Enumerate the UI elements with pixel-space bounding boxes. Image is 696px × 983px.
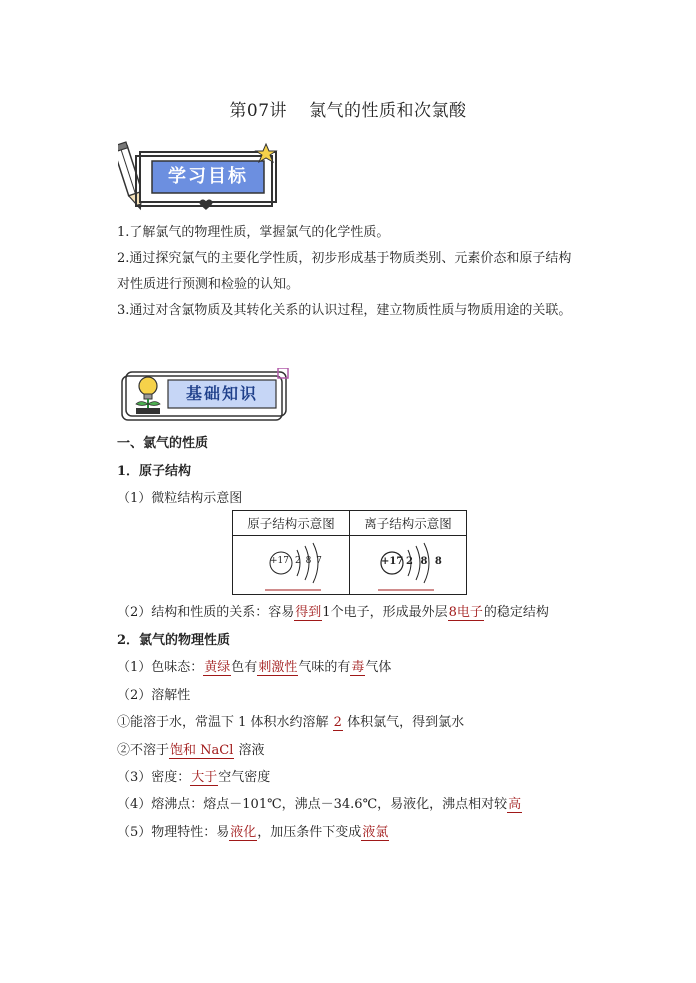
relation-line: （2）结构和性质的关系：容易得到1个电子，形成最外层8电子的稳定结构 bbox=[117, 605, 549, 620]
answer-blank: 毒 bbox=[351, 660, 365, 675]
atom-nucleus: +17 bbox=[270, 556, 289, 566]
melting-line: （4）熔沸点：熔点－101℃，沸点－34.6℃，易液化，沸点相对较高 bbox=[117, 797, 522, 812]
answer-blank: 液氯 bbox=[362, 825, 389, 840]
solubility-item-2: ②不溶于饱和 NaCl 溶液 bbox=[117, 743, 265, 758]
goal-3: 3.通过对含氯物质及其转化关系的认识过程，建立物质性质与物质用途的关联。 bbox=[117, 303, 572, 318]
goals-banner-label: 学习目标 bbox=[168, 166, 248, 187]
answer-blank: 液化 bbox=[230, 825, 257, 840]
ion-diagram bbox=[350, 536, 467, 595]
table-header-atom: 原子结构示意图 bbox=[233, 511, 350, 536]
answer-blank: 8电子 bbox=[448, 605, 483, 620]
lecture-title: 氯气的性质和次氯酸 bbox=[309, 101, 467, 121]
section-heading: 一、氯气的性质 bbox=[117, 436, 209, 451]
atom-shells: 2 8 7 bbox=[295, 556, 323, 566]
structure-table bbox=[232, 510, 467, 595]
atom-diagram bbox=[233, 536, 350, 595]
ion-nucleus: +17 bbox=[381, 556, 404, 567]
item-text: （1）微粒结构示意图 bbox=[117, 491, 243, 506]
color-smell-line: （1）色味态：黄绿色有刺激性气味的有毒气体 bbox=[117, 660, 392, 675]
goal-2: 2.通过探究氯气的主要化学性质，初步形成基于物质类别、元素价态和原子结构对性质进行预测和检验的认知。 bbox=[117, 251, 572, 292]
goals-banner bbox=[118, 140, 278, 218]
answer-blank: 黄绿 bbox=[204, 660, 231, 675]
density-line: （3）密度：大于空气密度 bbox=[117, 770, 271, 785]
basics-banner-label: 基础知识 bbox=[185, 384, 258, 403]
physical-line: （5）物理特性：易液化，加压条件下变成液氯 bbox=[117, 825, 389, 840]
answer-blank: 高 bbox=[508, 797, 522, 812]
answer-blank: 饱和 NaCl bbox=[170, 743, 234, 758]
solubility-item-1: ①能溶于水，常温下 1 体积水约溶解 2 体积氯气，得到氯水 bbox=[117, 715, 465, 730]
subsection-heading: 2．氯气的物理性质 bbox=[117, 633, 231, 648]
goal-1: 1.了解氯气的物理性质，掌握氯气的化学性质。 bbox=[117, 225, 390, 240]
table-header-ion: 离子结构示意图 bbox=[350, 511, 467, 536]
lecture-number: 第07讲 bbox=[229, 101, 288, 121]
answer-blank: 大于 bbox=[191, 770, 218, 785]
solubility-heading: （2）溶解性 bbox=[117, 688, 191, 703]
answer-blank: 2 bbox=[333, 715, 342, 730]
page-title bbox=[0, 96, 696, 121]
subsection-heading: 1．原子结构 bbox=[117, 464, 192, 479]
ion-shells: 2 8 8 bbox=[406, 556, 444, 567]
answer-blank: 得到 bbox=[295, 605, 322, 620]
basics-banner bbox=[120, 368, 292, 422]
answer-blank: 刺激性 bbox=[258, 660, 298, 675]
